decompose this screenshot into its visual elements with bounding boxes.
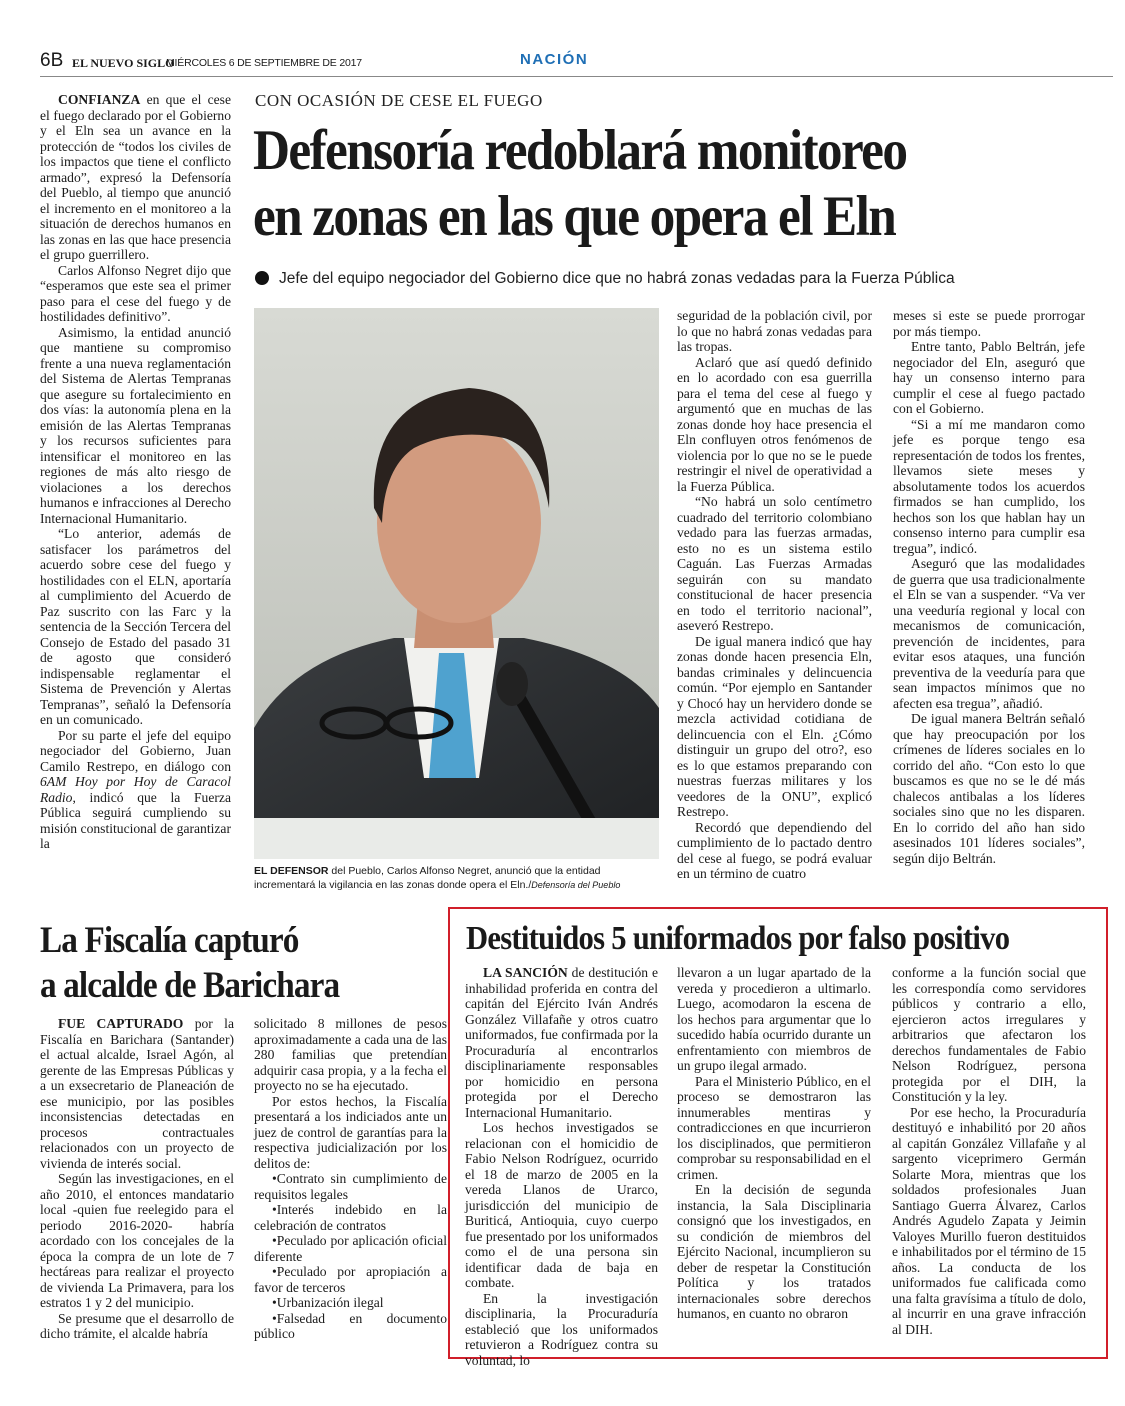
paragraph-text: por la Fiscalía en Barichara (Santander) el actual alcalde, Israel Agón, al gerente de las Empresas Públicas y a un exsecretario de Planeación de ese municipio, por las posibles inconsistencias detectadas en procesos contractuales relacionados con un proyecto de vivienda de interés social. <box>40 1016 234 1171</box>
paragraph <box>40 92 231 263</box>
paragraph-text: en que el cese el fuego declarado por el Gobierno y el Eln sea un avance en la protección de “todos los civiles de los impactos que tiene el conflicto armado”, expresó la Defensoría del Pueblo, al tiempo que anunció el incremento en el monitoreo a la situación de derechos humanos en las zonas en las que hace presencia el grupo guerrillero. <box>40 92 231 262</box>
caption-text: del Pueblo, Carlos Alfonso Negret, anunció que la entidad incrementará la vigilancia en las zonas donde opera el Eln./ <box>254 865 601 891</box>
paragraph: Por ese hecho, la Procuraduría destituyó e inhabilitó por 20 años al capitán González Villafañe y al sargento viceprimero Germán Solarte Mora, mientras que los soldados profesionales Juan Santiago Guerra Álvarez, Carlos Andrés Agudelo Zapata y Jeimin Valoyes Murillo fueron destituidos e inhabilitados por el término de 15 años. La conducta de los uniformados fue calificada como una falta gravísima a título de dolo, al incurrir en una grave infracción al DIH. <box>892 1104 1086 1337</box>
list-item: •Peculado por aplicación oficial diferente <box>254 1233 447 1264</box>
paragraph: Los hechos investigados se relacionan con el homicidio de Fabio Nelson Rodríguez, ocurrido el 18 de marzo de 2005 en la vereda Llanos de Urarco, jurisdicción del municipio de Buriticá, Antioquia, cuyo cuerpo fue presentado por los uniformados como el de una persona sin identificar dada de baja en combate. <box>465 1120 658 1290</box>
paragraph: De igual manera indicó que hay zonas donde hacen presencia Eln, bandas criminales y delincuencia común. “Por ejemplo en Santander y Chocó hay un hervidero donde se mezcla actividad cotidiana de delincuencia con el Eln. ¿Cómo distinguir un grupo del otro?, eso es lo que estamos preparando con nuestras fuerzas militares y los veedores de la ONU”, explicó Restrepo. <box>677 633 872 819</box>
paragraph-text: de destitución e inhabilidad proferida en contra del capitán del Ejército Iván Andrés González Villafañe y otros cuatro uniformados, fue confirmada por la Procuraduría al encontrarlos disciplinariamente responsables por homicidio en persona protegida por el Derecho Internacional Humanitario. <box>465 965 658 1120</box>
paragraph: En la investigación disciplinaria, la Procuraduría estableció que los uniformados retuvieron a Rodríguez contra su voluntad, lo <box>465 1290 658 1368</box>
paragraph: Aclaró que así quedó definido en lo acordado con esa guerrilla para el tema del cese al fuego y argumentó que en muchas de las zonas donde hoy hace presencia el Eln confluyen otros fenómenos de violencia por lo que no se le puede restringir el nivel de operatividad a la Fuerza Pública. <box>677 354 872 494</box>
paragraph: Aseguró que las modalidades de guerra que usa tradicionalmente el Eln se van a suspender. “Va ver una veeduría regional y local con mecanismos de comunicación, prevención de incidentes, para evitar esos ataques, una función preventiva de la veeduría para que sean impactos mínimos que no afecten esa tregua”, añadió. <box>893 556 1085 711</box>
subhead <box>255 270 1105 288</box>
headline-line: La Fiscalía capturó <box>40 920 299 961</box>
paragraph: seguridad de la población civil, por lo que no habrá zonas vedadas para las tropas. <box>677 308 872 354</box>
list-item: •Peculado por apropiación a favor de terceros <box>254 1264 447 1295</box>
main-headline <box>253 118 1027 250</box>
bullet-icon <box>255 271 269 285</box>
list-item: •Falsedad en documento público <box>254 1310 447 1341</box>
paragraph-text: , indicó que la Fuerza Pública seguirá cumpliendo su misión constitucional de garantizar la <box>40 789 231 851</box>
story2-column-2 <box>254 1016 447 1342</box>
paragraph: Entre tanto, Pablo Beltrán, jefe negociador del Eln, aseguró que hay un consenso interno para cumplir el cese al fuego pactado con el Gobierno. <box>893 339 1085 416</box>
paragraph: solicitado 8 millones de pesos aproximadamente a cada una de las 280 familias que pretendían adquirir casa propia, y a la fecha el proyecto no se ha ejecutado. <box>254 1016 447 1093</box>
paragraph: “No habrá un solo centímetro cuadrado del territorio colombiano vedado para las fuerzas armadas, esto no es un sistema estilo Caguán. Las Fuerzas Armadas seguirán con su mandato constitucional de hacer presencia en todo el territorio nacional”, aseveró Restrepo. <box>677 494 872 633</box>
photo-caption <box>254 864 659 892</box>
story3-column-1 <box>465 965 658 1368</box>
main-story-right-column <box>893 308 1085 866</box>
paragraph: Para el Ministerio Público, en el proceso se demostraron las innumerables mentiras y contradicciones en que incurrieron los disciplinados, que permitieron comprobar su responsabilidad en el crimen. <box>677 1073 871 1182</box>
paragraph: “Si a mí me mandaron como jefe es porque tengo esa representación de todos los frentes, llevamos siete meses y absolutamente todos los acuerdos firmados se han cumplido, los hechos son los que hablan hay un consenso interno para cumplir esa tregua”, indicó. <box>893 416 1085 556</box>
paper-name: EL NUEVO SIGLO <box>72 56 175 70</box>
story3-column-2 <box>677 965 871 1322</box>
paragraph <box>465 965 658 1120</box>
list-item: •Contrato sin cumplimiento de requisitos legales <box>254 1171 447 1202</box>
paragraph-text: Por su parte el jefe del equipo negociador del Gobierno, Juan Camilo Restrepo, en diálogo con <box>40 727 231 774</box>
subhead-text: Jefe del equipo negociador del Gobierno dice que no habrá zonas vedadas para la Fuerza Pública <box>279 270 955 287</box>
paragraph: “Lo anterior, además de satisfacer los parámetros del acuerdo sobre cese del fuego y hostilidades con el ELN, aportaría al cumplimiento del Acuerdo de Paz suscrito con las Farc y la sentencia de la Sección Tercera del Consejo de Estado del pasado 31 de agosto que consideró indispensable reglamentar el Sistema de Prevención y Alertas Tempranas”, señaló la Defensoría en un comunicado. <box>40 526 231 727</box>
paragraph: Carlos Alfonso Negret dijo que “esperamos que este sea el primer paso para el cese del fuego y de hostilidades definitivo”. <box>40 262 231 324</box>
story3-column-3 <box>892 965 1086 1337</box>
paragraph <box>40 1016 234 1171</box>
paragraph: Según las investigaciones, en el año 2010, el entonces mandatario local -quien fue reelegido para el periodo 2016-2020- habría acordado con los concejales de la época la compra de un lote de 7 hectáreas para realizar el proyecto de vivienda La Primavera, para los estratos 1 y 2 del municipio. <box>40 1171 234 1310</box>
photo-credit: Defensoría del Pueblo <box>531 880 621 890</box>
paragraph: llevaron a un lugar apartado de la vereda y procedieron a ultimarlo. Luego, acomodaron la escena de los hechos para argumentar que lo sucedido había ocurrido durante un enfrentamiento con miembros de un grupo ilegal armado. <box>677 965 871 1073</box>
list-item: •Interés indebido en la celebración de contratos <box>254 1202 447 1233</box>
headline-line: a alcalde de Barichara <box>40 965 340 1006</box>
headline-line: Defensoría redoblará monitoreo <box>253 119 907 182</box>
program-name: 6AM Hoy por Hoy de Caracol Radio <box>40 774 231 805</box>
paragraph: En la decisión de segunda instancia, la Sala Disciplinaria consignó que los investigados, en su condición de miembros del Ejército Nacional, incumplieron su deber de respetar la Constitución Política y los tratados internacionales sobre derechos humanos, en cuanto no obraron <box>677 1182 871 1321</box>
lead-word: FUE CAPTURADO <box>58 1016 184 1031</box>
main-story-middle-column <box>677 308 872 882</box>
section-name: NACIÓN <box>520 51 589 68</box>
page-number: 6B <box>40 50 64 71</box>
caption-lead: EL DEFENSOR <box>254 865 329 877</box>
paragraph: Recordó que dependiendo del cumplimiento de lo pactado dentro del cese al fuego, se podrá evaluar en un término de cuatro <box>677 819 872 881</box>
main-story-left-column <box>40 92 231 852</box>
paragraph: meses si este se puede prorrogar por más tiempo. <box>893 308 1085 339</box>
paragraph <box>40 728 231 852</box>
paragraph: De igual manera Beltrán señaló que hay preocupación por los crímenes de líderes sociales en lo corrido del año. “Con esto lo que buscamos es que no se le dé más chalecos antibalas a los líderes sociales sino que no les disparen. En lo corrido del año han sido asesinados 101 líderes sociales”, según dijo Beltrán. <box>893 711 1085 866</box>
story2-headline <box>40 918 400 1008</box>
lead-word: CONFIANZA <box>58 92 141 107</box>
paper-date: MIÉRCOLES 6 DE SEPTIEMBRE DE 2017 <box>166 57 362 69</box>
story3-headline: Destituidos 5 uniformados por falso positivo <box>466 920 1010 957</box>
headline-line: en zonas en las que opera el Eln <box>253 185 896 248</box>
story2-column-1 <box>40 1016 234 1342</box>
paragraph: Por estos hechos, la Fiscalía presentará a los indiciados ante un juez de control de garantías para la respectiva judicialización por los delitos de: <box>254 1093 447 1171</box>
lead-word: LA SANCIÓN <box>483 965 568 980</box>
paragraph: conforme a la función social que les correspondía como servidores públicos y contrario a ello, ejercieron actos irregulares y arbitrarios que afectaron los derechos fundamentales de Fabio Nelson Rodríguez, persona protegida por el DIH, la Constitución y la ley. <box>892 965 1086 1104</box>
paragraph: Se presume que el desarrollo de dicho trámite, el alcalde habría <box>40 1310 234 1341</box>
kicker: CON OCASIÓN DE CESE EL FUEGO <box>255 91 543 110</box>
masthead <box>40 48 1113 77</box>
list-item: •Urbanización ilegal <box>272 1295 384 1310</box>
paragraph: Asimismo, la entidad anunció que mantiene su compromiso frente a una nueva reglamentación del Sistema de Alertas Tempranas que asegure su fortalecimiento en dos vías: la autonomía plena en la emisión de las Alertas Tempranas y los recursos suficientes para intensificar el monitoreo en las regiones de más alto riesgo de violaciones a los derechos humanos e infracciones al Derecho Internacional Humanitario. <box>40 324 231 526</box>
photo-illustration <box>254 308 659 859</box>
defensor-photo <box>254 308 659 859</box>
